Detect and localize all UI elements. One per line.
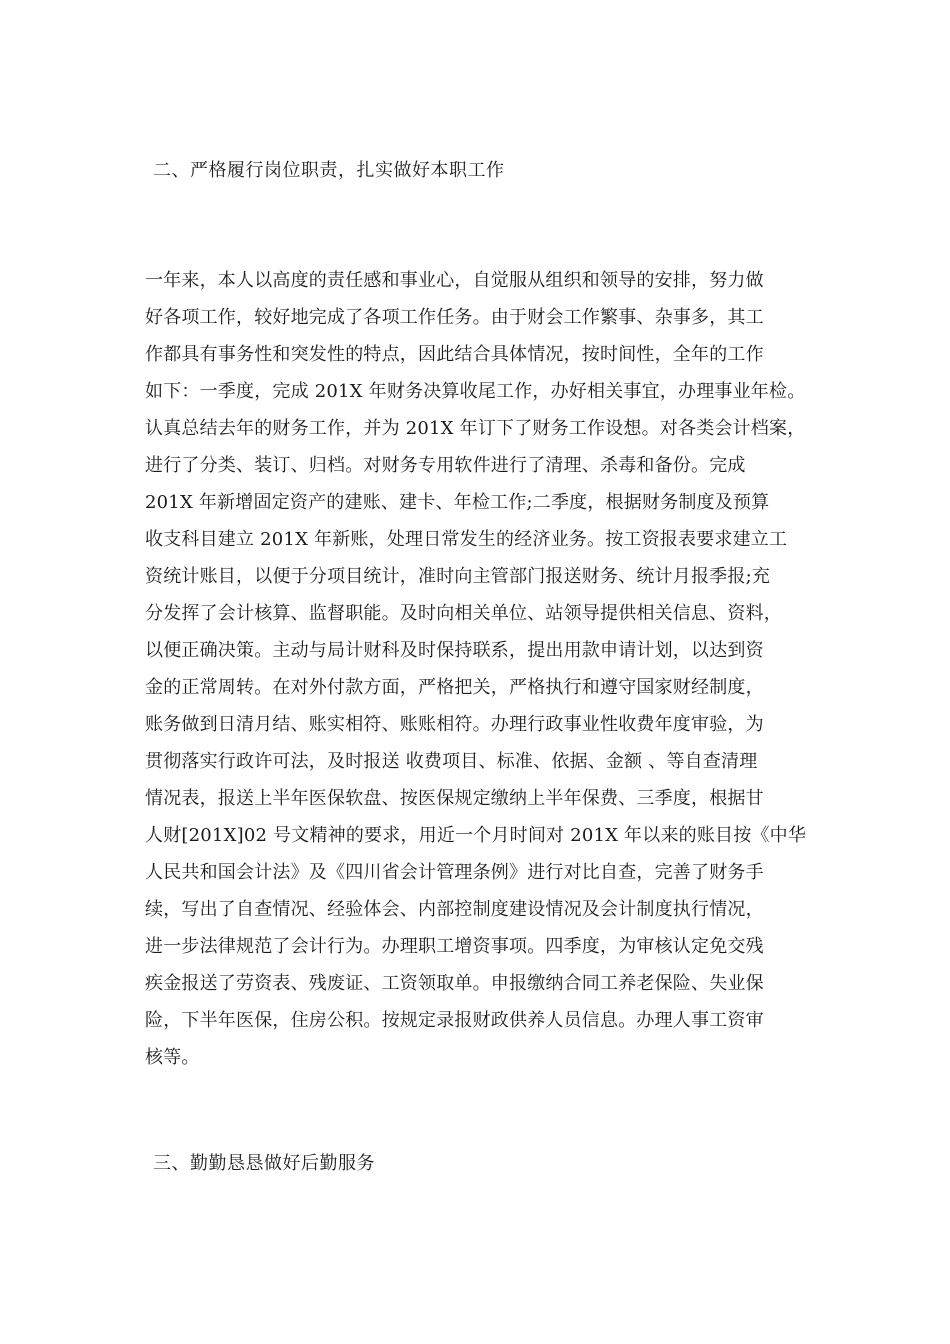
section-heading-2: 二、严格履行岗位职责，扎实做好本职工作 bbox=[153, 160, 505, 181]
body-line: 认真总结去年的财务工作，并为 201X 年订下了财务工作设想。对各类会计档案， bbox=[145, 418, 806, 439]
body-line: 情况表，报送上半年医保软盘、按医保规定缴纳上半年保费、三季度，根据甘 bbox=[145, 788, 764, 809]
body-line: 核等。 bbox=[145, 1047, 200, 1068]
body-line: 续，写出了自查情况、经验体会、内部控制度建设情况及会计制度执行情况， bbox=[145, 899, 764, 920]
body-line: 疾金报送了劳资表、残废证、工资领取单。申报缴纳合同工养老保险、失业保 bbox=[145, 973, 764, 994]
section-heading-3: 三、勤勤恳恳做好后勤服务 bbox=[153, 1153, 375, 1174]
body-line: 资统计账目，以便于分项目统计，准时向主管部门报送财务、统计月报季报;充 bbox=[145, 566, 771, 587]
body-line: 201X 年新增固定资产的建账、建卡、年检工作;二季度，根据财务制度及预算 bbox=[145, 492, 770, 513]
body-line: 金的正常周转。在对外付款方面，严格把关，严格执行和遵守国家财经制度， bbox=[145, 677, 764, 698]
section-2-body bbox=[145, 262, 825, 1076]
body-line: 账务做到日清月结、账实相符、账账相符。办理行政事业性收费年度审验，为 bbox=[145, 714, 764, 735]
body-line: 险，下半年医保，住房公积。按规定录报财政供养人员信息。办理人事工资审 bbox=[145, 1010, 764, 1031]
body-line: 如下：一季度，完成 201X 年财务决算收尾工作，办好相关事宜，办理事业年检。 bbox=[145, 381, 806, 402]
body-line: 人财[201X]02 号文精神的要求，用近一个月时间对 201X 年以来的账目按《中华 bbox=[145, 825, 807, 846]
body-line: 收支科目建立 201X 年新账，处理日常发生的经济业务。按工资报表要求建立工 bbox=[145, 529, 788, 550]
body-line: 作都具有事务性和突发性的特点，因此结合具体情况，按时间性，全年的工作 bbox=[145, 344, 764, 365]
body-line: 以便正确决策。主动与局计财科及时保持联系，提出用款申请计划，以达到资 bbox=[145, 640, 764, 661]
body-line: 人民共和国会计法》及《四川省会计管理条例》进行对比自查，完善了财务手 bbox=[145, 862, 764, 883]
body-line: 好各项工作，较好地完成了各项工作任务。由于财会工作繁事、杂事多，其工 bbox=[145, 307, 764, 328]
body-line: 分发挥了会计核算、监督职能。及时向相关单位、站领导提供相关信息、资料， bbox=[145, 603, 782, 624]
body-line: 贯彻落实行政许可法，及时报送 收费项目、标准、依据、金额 、等自查清理 bbox=[145, 751, 758, 772]
body-line: 一年来，本人以高度的责任感和事业心，自觉服从组织和领导的安排，努力做 bbox=[145, 270, 764, 291]
body-line: 进一步法律规范了会计行为。办理职工增资事项。四季度，为审核认定免交残 bbox=[145, 936, 764, 957]
body-line: 进行了分类、装订、归档。对财务专用软件进行了清理、杀毒和备份。完成 bbox=[145, 455, 746, 476]
